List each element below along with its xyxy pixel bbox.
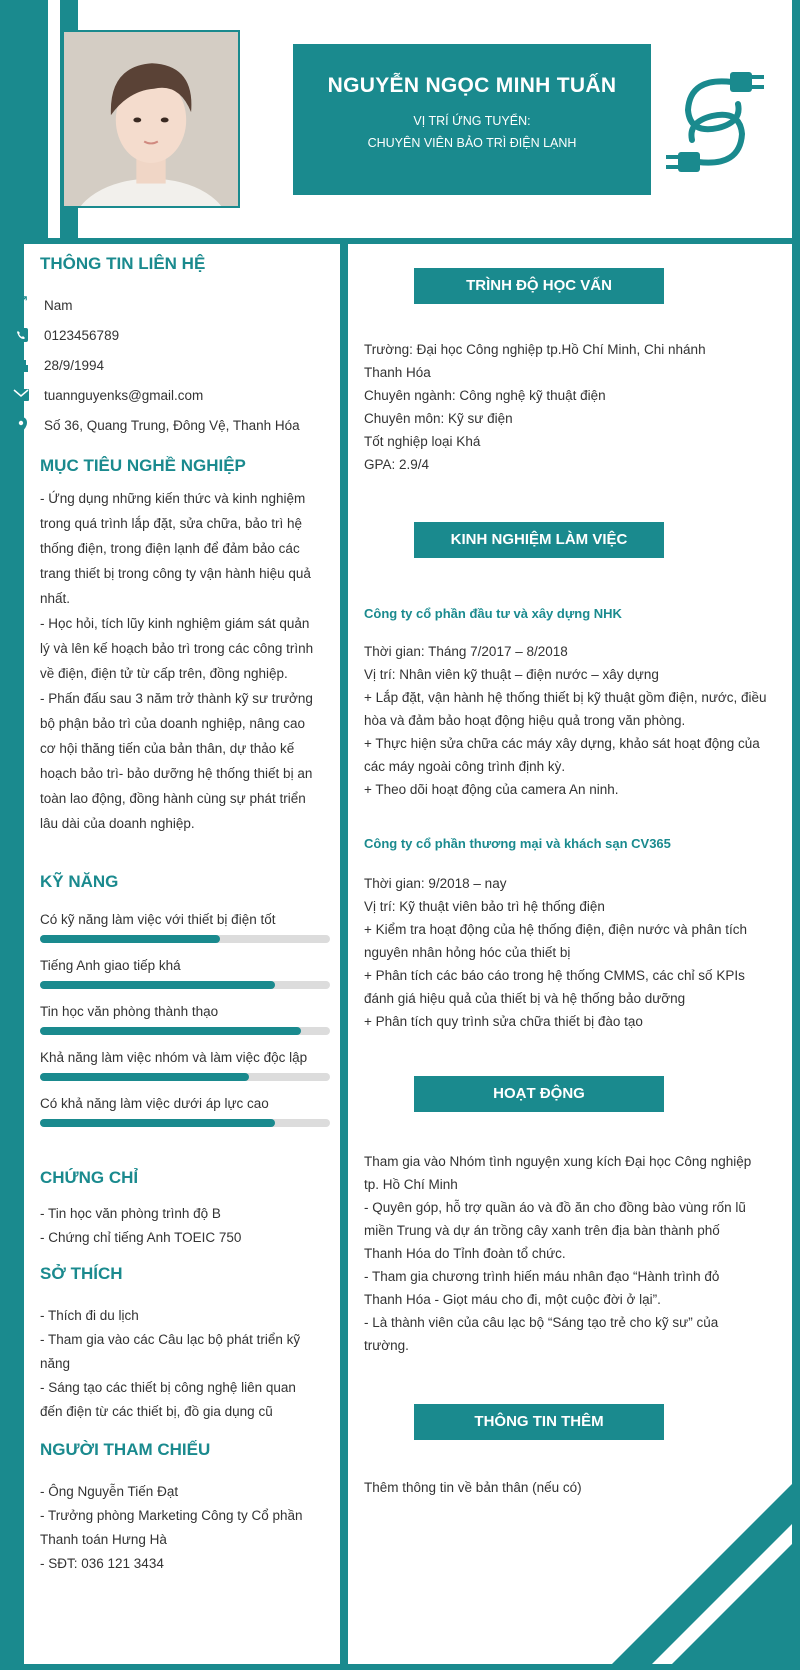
skill-item: Khả năng làm việc nhóm và làm việc độc lập: [40, 1050, 330, 1081]
skill-bar: [40, 1119, 330, 1127]
certificates-list: - Tin học văn phòng trình độ B - Chứng chỉ tiếng Anh TOEIC 750: [40, 1206, 242, 1245]
certificates-title: CHỨNG CHỈ: [40, 1168, 139, 1187]
location-pin-icon: [8, 416, 34, 434]
contact-birthday: 28/9/1994: [24, 356, 104, 374]
corner-decoration: [612, 1484, 792, 1664]
company-name: Công ty cổ phần thương mại và khách sạn CV365: [364, 836, 671, 851]
extra-text: Thêm thông tin về bản thân (nếu có): [364, 1480, 582, 1495]
electric-plug-icon: [660, 62, 770, 182]
left-column: [14, 244, 340, 1664]
contact-address: Số 36, Quang Trung, Đông Vệ, Thanh Hóa: [24, 416, 300, 434]
activities-title: HOẠT ĐỘNG: [414, 1076, 664, 1112]
name-box: [293, 44, 651, 195]
contact-title: THÔNG TIN LIÊN HỆ: [40, 254, 206, 273]
education-text: Trường: Đại học Công nghiệp tp.Hồ Chí Minh, Chi nhánh Thanh Hóa Chuyên ngành: Công nghệ kỹ thuật điện Chuyên môn: Kỹ sư điện Tốt nghiệp loại Khá GPA: 2.9/4: [364, 342, 706, 472]
references-list: - Ông Nguyễn Tiến Đạt - Trưởng phòng Marketing Công ty Cổ phần Thanh toán Hưng Hà - SĐT: 036 121 3434: [40, 1484, 303, 1571]
job-details: Thời gian: 9/2018 – nay Vị trí: Kỹ thuật viên bảo trì hệ thống điện + Kiểm tra hoạt động của hệ thống điện, điện nước và phân tích nguyên nhân hỏng hóc của thiết bị + Phân tích các báo cáo trong hệ thống CMMS, các chỉ số KPIs đánh giá hiệu quả của thiết bị và hệ thống bảo dưỡng + Phân tích quy trình sửa chữa thiết bị đào tạo: [364, 876, 748, 1029]
email-icon: [8, 386, 34, 404]
job-details: Thời gian: Tháng 7/2017 – 8/2018 Vị trí: Nhân viên kỹ thuật – điện nước – xây dựng + Lắp đặt, vận hành hệ thống thiết bị kỹ thuật gồm điện, nước, điều hòa và đảm bảo hoạt động hiệu quả trong văn phòng. + Thực hiện sửa chữa các máy xây dựng, khảo sát hoạt động của các máy ngoài công trình định kỳ. + Theo dõi hoạt động của camera An ninh.: [364, 644, 767, 797]
birthday-cake-icon: [8, 356, 34, 374]
references-title: NGƯỜI THAM CHIẾU: [40, 1440, 211, 1459]
position-label: VỊ TRÍ ỨNG TUYỂN:: [413, 114, 531, 128]
skills-title: KỸ NĂNG: [40, 872, 119, 891]
position-value: CHUYÊN VIÊN BẢO TRÌ ĐIỆN LẠNH: [367, 136, 577, 150]
contact-email: tuannguyenks@gmail.com: [24, 386, 203, 404]
education-title: TRÌNH ĐỘ HỌC VẤN: [414, 268, 664, 304]
hobbies-title: SỞ THÍCH: [40, 1264, 123, 1283]
skill-item: Tiếng Anh giao tiếp khá: [40, 958, 330, 989]
candidate-name: NGUYỄN NGỌC MINH TUẤN: [327, 74, 617, 97]
extra-title: THÔNG TIN THÊM: [414, 1404, 664, 1440]
skill-bar: [40, 935, 330, 943]
company-name: Công ty cổ phần đầu tư và xây dựng NHK: [364, 606, 622, 621]
objective-text: - Ứng dụng những kiến thức và kinh nghiệm trong quá trình lắp đặt, sửa chữa, bảo trì hệ thống điện, trong điện lạnh để đảm bảo các trang thiết bị trong công ty vận hành hiệu quả nhất. - Học hỏi, tích lũy kinh nghiệm giám sát quản lý và lên kế hoạch bảo trì trong các công trình về điện, điện tử từ cấp trên, đồng nghiệp. - Phấn đấu sau 3 năm trở thành kỹ sư trưởng bộ phận bảo trì của doanh nghiệp, nâng cao cơ hội thăng tiến của bản thân, dự thảo kế hoạch bảo trì- bảo dưỡng hệ thống thiết bị an toàn lao động, đồng hành cùng sự phát triển lâu dài của doanh nghiệp.: [40, 491, 314, 831]
skill-bar: [40, 1073, 330, 1081]
skill-bar: [40, 981, 330, 989]
phone-icon: [8, 326, 34, 344]
gender-icon: ⚥: [14, 297, 28, 314]
skill-item: Tin học văn phòng thành thạo: [40, 1004, 330, 1035]
activities-text: Tham gia vào Nhóm tình nguyện xung kích Đại học Công nghiệp tp. Hồ Chí Minh - Quyên góp, hỗ trợ quần áo và đồ ăn cho đồng bào vùng rốn lũ miền Trung và dự án trồng cây xanh trên địa bàn thành phố Thanh Hóa do Tỉnh đoàn tổ chức. - Tham gia chương trình hiến máu nhân đạo “Hành trình đỏ Thanh Hóa - Giọt máu cho đi, một cuộc đời ở lại”. - Là thành viên của câu lạc bộ “Sáng tạo trẻ cho kỹ sư” của trường.: [364, 1154, 752, 1353]
profile-photo: [62, 30, 240, 208]
skill-item: Có kỹ năng làm việc với thiết bị điện tốt: [40, 912, 330, 943]
hobbies-list: - Thích đi du lịch - Tham gia vào các Câu lạc bộ phát triển kỹ năng - Sáng tạo các thiết bị công nghệ liên quan đến điện từ các thiết bị, đồ gia dụng cũ: [40, 1308, 301, 1419]
contact-gender: ⚥ Nam: [24, 296, 73, 314]
experience-title: KINH NGHIỆM LÀM VIỆC: [414, 522, 664, 558]
contact-phone: 0123456789: [24, 326, 119, 344]
right-column: [348, 244, 792, 1664]
objective-title: MỤC TIÊU NGHỀ NGHIỆP: [40, 456, 246, 475]
skill-item: Có khả năng làm việc dưới áp lực cao: [40, 1096, 330, 1127]
skill-bar: [40, 1027, 330, 1035]
